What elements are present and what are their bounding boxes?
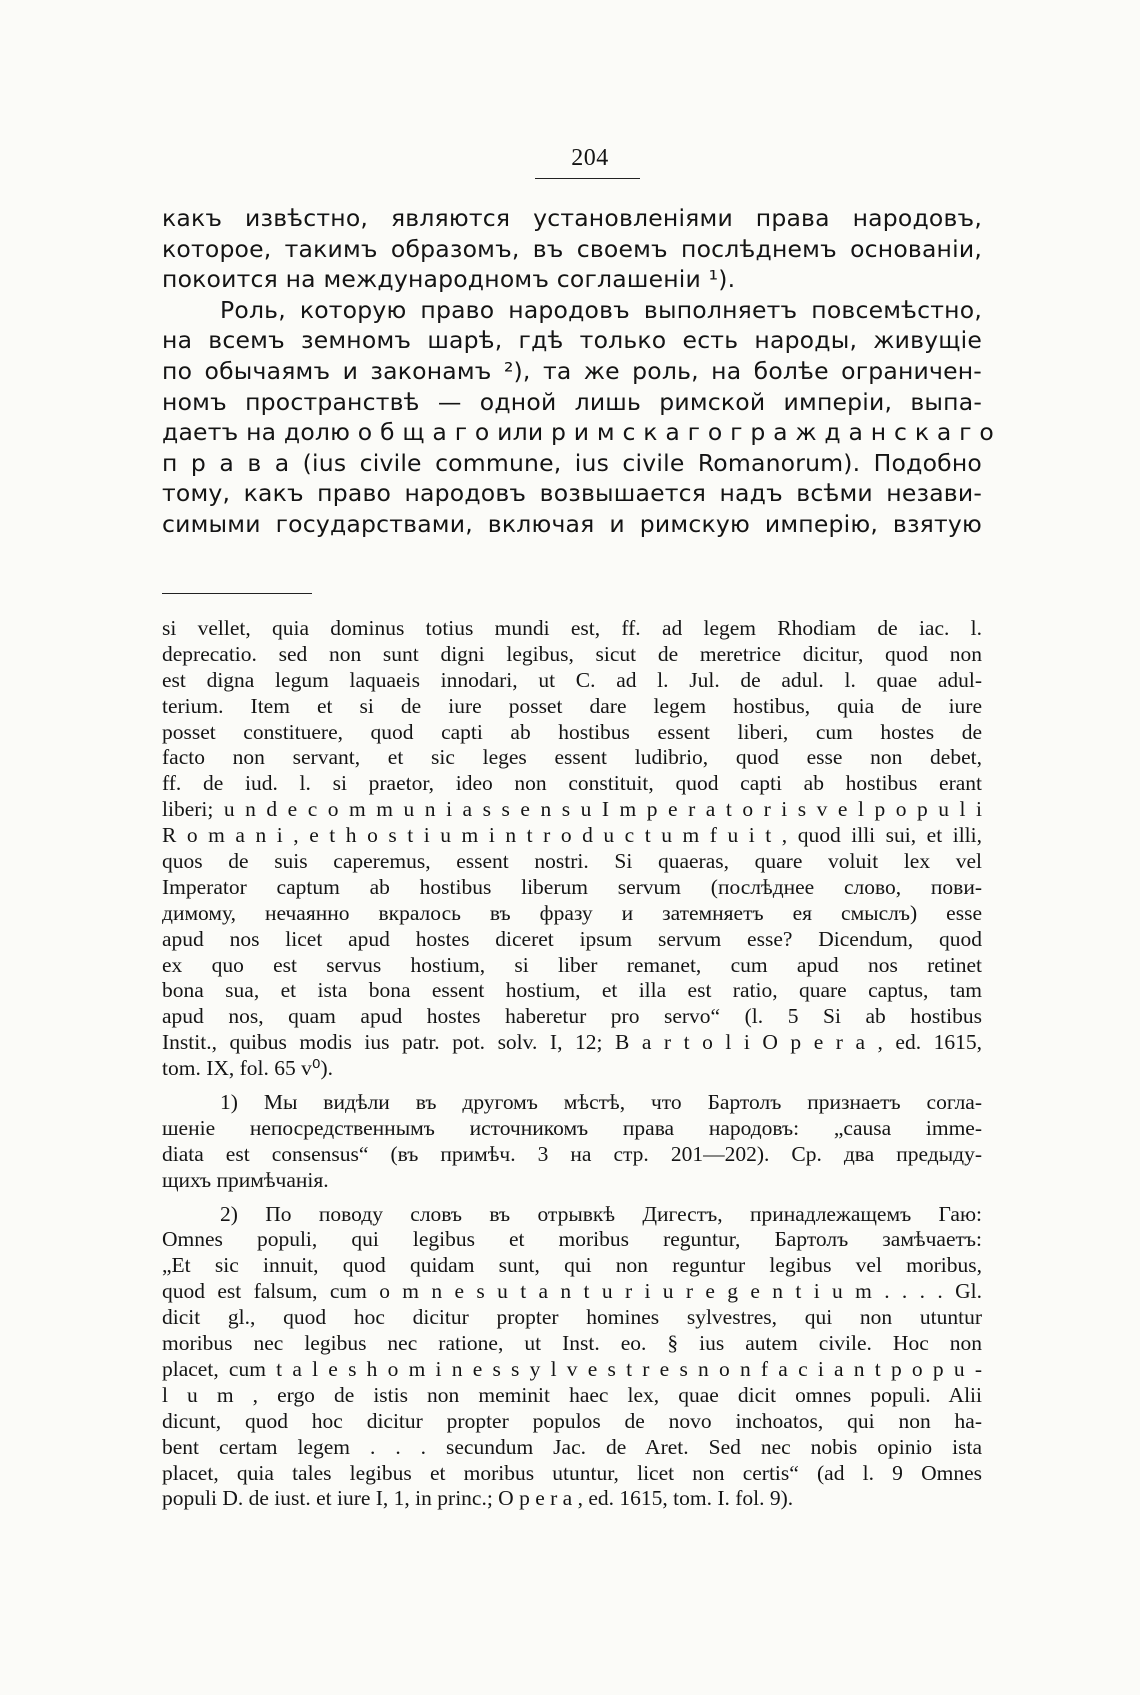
- footnote-line: deprecatio. sed non sunt digni legibus, sicut de meretrice dicitur, quod non: [162, 641, 982, 666]
- footnote-line: placet, cum t a l e s h o m i n e s s y l v e s t r e s n o n f a c i a n t p o p u -: [162, 1356, 982, 1381]
- footnote-1: [162, 1090, 982, 1194]
- footnote-line: R o m a n i , e t h o s t i u m i n t r o d u c t u m f u i t , quod illi sui, et illi,: [162, 823, 982, 848]
- footnote-line: liberi; u n d e c o m m u n i a s s e n s u I m p e r a t o r i s v e l p o p u l i: [162, 797, 982, 822]
- footnote-separator: [162, 593, 312, 594]
- footnote-line: l u m , ergo de istis non meminit haec lex, quae dicit omnes populi. Alii: [162, 1382, 982, 1407]
- text-line: по обычаямъ и законамъ ²), та же роль, на болѣе ограничен-: [162, 356, 982, 385]
- footnote-line: posset constituere, quod capti ab hostibus essent liberi, cum hostes de: [162, 719, 982, 744]
- footnote-line: tom. IX, fol. 65 v⁰).: [162, 1056, 334, 1081]
- footnote-line: est digna legum laquaeis innodari, ut C. ad l. Jul. de adul. l. quae adul-: [162, 667, 982, 692]
- text-line: симыми государствами, включая и римскую имперію, взятую: [162, 509, 982, 538]
- footnote-line: димому, нечаянно вкралось въ фразу и затемняетъ ея смыслъ) esse: [162, 900, 982, 925]
- text-line: покоится на международномъ соглашеніи ¹).: [162, 265, 736, 294]
- main-text: [162, 203, 994, 540]
- footnote-line: quod est falsum, cum o m n e s u t a n t u r i u r e g e n t i u m . . . . Gl.: [162, 1279, 982, 1304]
- footnote-line: si vellet, quia dominus totius mundi est, ff. ad legem Rhodiam de iac. l.: [162, 616, 982, 640]
- footnote-line: Omnes populi, qui legibus et moribus reguntur, Бартолъ замѣчаетъ:: [162, 1227, 982, 1252]
- footnote-gap: [162, 1194, 982, 1202]
- footnote-line: Imperator captum ab hostibus liberum servum (послѣднее слово, пови-: [162, 874, 982, 899]
- footnote-2: [162, 1202, 982, 1513]
- footnote-line: ff. de iud. l. si praetor, ideo non constituit, quod capti ab hostibus erant: [162, 771, 982, 796]
- footnote-line: Instit., quibus modis ius patr. pot. solv. I, 12; B a r t o l i O p e r a , ed. 1615,: [162, 1030, 982, 1055]
- footnote-line: moribus nec legibus nec ratione, ut Inst. eo. § ius autem civile. Hoc non: [162, 1331, 982, 1356]
- footnote-line: placet, quia tales legibus et moribus utuntur, licet non certis“ (ad l. 9 Omnes: [162, 1460, 982, 1485]
- page-number-rule: [535, 178, 640, 179]
- text-line: тому, какъ право народовъ возвышается надъ всѣми незави-: [162, 479, 982, 508]
- footnote-line: dicunt, quod hoc dicitur propter populos de novo inchoatos, qui non ha-: [162, 1408, 982, 1433]
- footnote-line: apud nos, quam apud hostes haberetur pro servo“ (l. 5 Si ab hostibus: [162, 1004, 982, 1029]
- footnote-line: ex quo est servus hostium, si liber remanet, cum apud nos retinet: [162, 952, 982, 977]
- text-line: которое, такимъ образомъ, въ своемъ послѣднемъ основаніи,: [162, 234, 982, 263]
- text-line: какъ извѣстно, являются установленіями права народовъ,: [162, 204, 982, 232]
- footnote-gap: [162, 1082, 982, 1090]
- footnote-line: bona sua, et ista bona essent hostium, et illa est ratio, quare captus, tam: [162, 978, 982, 1003]
- footnote-line: шеніе непосредственнымъ источникомъ права народовъ: „causa imme-: [162, 1115, 982, 1140]
- footnote-line: dicit gl., quod hoc dicitur propter homines sylvestres, qui non utuntur: [162, 1305, 982, 1330]
- footnote-line: 2) По поводу словъ въ отрывкѣ Дигестъ, принадлежащемъ Гаю:: [220, 1201, 982, 1226]
- page-number: 204: [571, 145, 609, 171]
- footnote-line: diata est consensus“ (въ примѣч. 3 на стр. 201—202). Ср. два предыду-: [162, 1141, 982, 1166]
- footnote-line: bent certam legem . . . secundum Jac. de Aret. Sed nec nobis opinio ista: [162, 1434, 982, 1459]
- text-line: номъ пространствѣ — одной лишь римской имперіи, выпа-: [162, 387, 982, 416]
- text-line: на всемъ земномъ шарѣ, гдѣ только есть народы, живущіе: [162, 326, 982, 355]
- footnote-line: quos de suis caperemus, essent nostri. Si quaeras, quare voluit lex vel: [162, 849, 982, 874]
- footnotes: [162, 616, 982, 1512]
- footnote-line: „Et sic innuit, quod quidam sunt, qui non reguntur legibus vel moribus,: [162, 1253, 982, 1278]
- footnote-line: щихъ примѣчанія.: [162, 1167, 329, 1192]
- footnote-line: 1) Мы видѣли въ другомъ мѣстѣ, что Бартолъ признаетъ согла-: [220, 1090, 982, 1115]
- text-line: п р а в а (ius civile commune, ius civile Romanorum). Подобно: [162, 448, 982, 477]
- footnote-continuation: [162, 616, 982, 1082]
- footnote-line: terium. Item et si de iure posset dare legem hostibus, quia de iure: [162, 693, 982, 718]
- text-line: Роль, которую право народовъ выполняетъ повсемѣстно,: [220, 295, 982, 324]
- footnote-line: apud nos licet apud hostes diceret ipsum servum esse? Dicendum, quod: [162, 926, 982, 951]
- text-line: даетъ на долю о б щ а г о или р и м с к а г о г р а ж д а н с к а г о: [162, 418, 994, 447]
- footnote-line: facto non servant, et sic leges essent ludibrio, quod esse non debet,: [162, 745, 982, 770]
- footnote-line: populi D. de iust. et iure I, 1, in princ.; O p e r a , ed. 1615, tom. I. fol. 9).: [162, 1486, 794, 1511]
